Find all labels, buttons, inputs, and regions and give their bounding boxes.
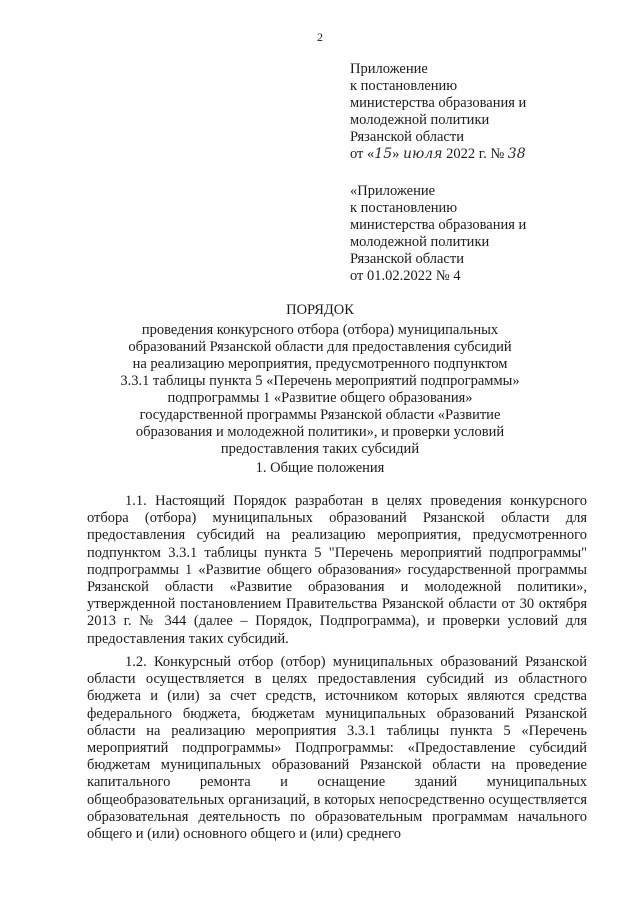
appendix-line: Рязанской области xyxy=(350,129,464,145)
appendix-date-line xyxy=(350,146,526,163)
appendix-line: к постановлению xyxy=(350,78,458,94)
document-title: ПОРЯДОК xyxy=(286,302,354,318)
appendix-line: к постановлению xyxy=(350,200,458,216)
appendix-line: Рязанской области xyxy=(350,251,464,267)
paragraph: 1.1. Настоящий Порядок разработан в целях проведения конкурсного отбора (отбора) муниципальных образований Рязанской области для предоставления субсидий на реализацию мероприятия, предусмотренного подпунктом 3.3.1 таблицы пункта 5 "Перечень мероприятий подпрограммы" подпрограммы 1 «Развитие общего образования» государственной программы Рязанской области «Развитие образования и молодежной политики», утвержденной постановлением Правительства Рязанской области от 30 октября 2013 г. № 344 (далее – Порядок, Подпрограмма), и проверки условий для предоставления таких субсидий. xyxy=(87,493,587,647)
document-subtitle: проведения конкурсного отбора (отбора) муниципальных образований Рязанской области для предоставления субсидий на реализацию мероприятия, предусмотренного подпунктом 3.3.1 таблицы пункта 5 «Перечень мероприятий подпрограммы» подпрограммы 1 «Развитие общего образования» государственной программы Рязанской области «Развитие образования и молодежной политики», и проверки условий предоставления таких субсидий xyxy=(120,322,520,457)
handwritten-month: июля xyxy=(402,146,443,162)
paragraph: 1.2. Конкурсный отбор (отбор) муниципальных образований Рязанской области осуществляется в целях предоставления субсидий из областного бюджета и (или) за счет средств, источником которых являются средства федерального бюджета, бюджетам муниципальных образований Рязанской области на реализацию мероприятия 3.3.1 таблицы пункта 5 «Перечень мероприятий подпрограммы» Подпрограммы: «Предоставление субсидий бюджетам муниципальных образований Рязанской области на проведение капитального ремонта и оснащение зданий муниципальных общеобразовательных организаций, в которых непосредственно осуществляется образовательная деятельность по образовательным программам начального общего и (или) основного общего и (или) среднего xyxy=(87,654,587,843)
date-prefix: от « xyxy=(350,146,375,162)
handwritten-number: 38 xyxy=(507,146,526,162)
appendix-block-current xyxy=(350,61,526,163)
appendix-line: молодежной политики xyxy=(350,234,490,250)
appendix-line: министерства образования и xyxy=(350,217,527,233)
appendix-block-previous xyxy=(350,183,526,285)
appendix-line: министерства образования и xyxy=(350,95,527,111)
appendix-line: молодежной политики xyxy=(350,112,490,128)
page-number: 2 xyxy=(317,30,323,44)
handwritten-day: 15 xyxy=(374,146,393,162)
section-heading: 1. Общие положения xyxy=(255,460,385,476)
appendix-line: «Приложение xyxy=(350,183,436,199)
date-mid: » xyxy=(392,146,400,162)
date-year: 2022 г. № xyxy=(446,146,505,162)
appendix-line: Приложение xyxy=(350,61,428,77)
appendix-line: от 01.02.2022 № 4 xyxy=(350,268,461,284)
